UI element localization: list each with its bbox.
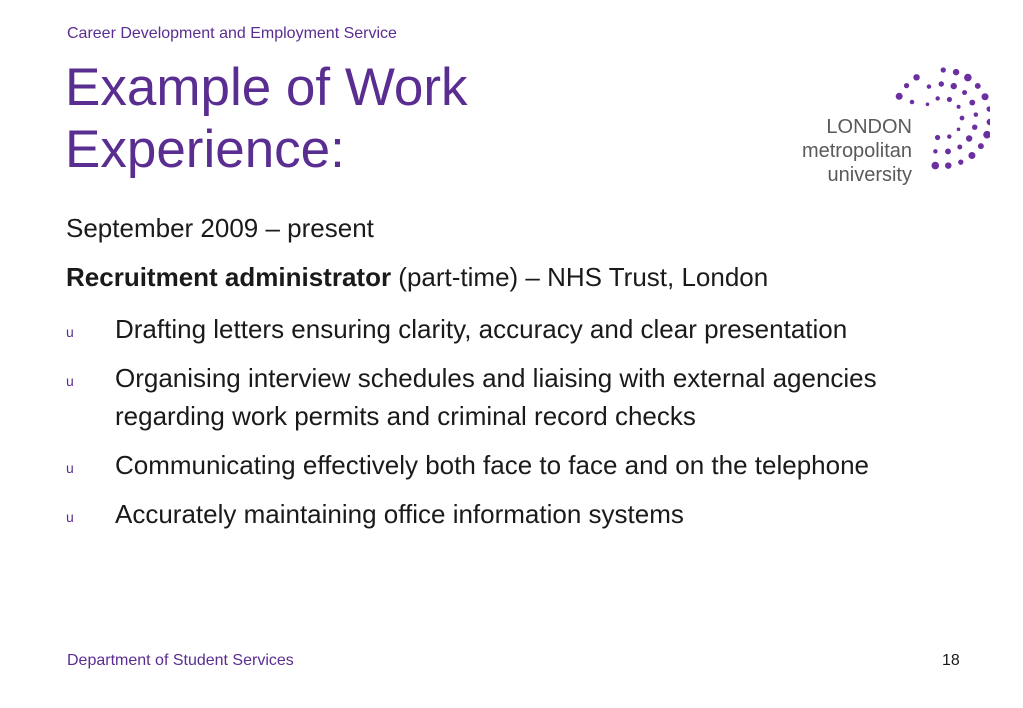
logo-text-line-1: LONDON xyxy=(826,116,912,138)
responsibilities-list xyxy=(66,310,966,544)
logo-dot xyxy=(962,90,967,95)
list-item-text: Drafting letters ensuring clarity, accuracy and clear presentation xyxy=(115,314,848,344)
logo-dot xyxy=(957,144,962,149)
logo-dot xyxy=(935,96,939,100)
logo-dot xyxy=(941,67,946,72)
logo-dot xyxy=(945,149,951,155)
logo-dot xyxy=(931,162,939,170)
list-item-text: Accurately maintaining office information systems xyxy=(115,499,684,529)
logo-dot xyxy=(935,135,940,140)
university-logo xyxy=(780,50,990,190)
logo-dot xyxy=(910,100,914,104)
logo-dot xyxy=(951,83,957,89)
job-detail: (part-time) – NHS Trust, London xyxy=(391,262,769,292)
logo-dot xyxy=(974,112,978,116)
page-number: 18 xyxy=(942,652,960,669)
logo-dot xyxy=(958,160,963,165)
logo-text-line-3: university xyxy=(827,164,912,186)
logo-dot xyxy=(904,83,909,88)
logo-dot xyxy=(939,81,944,86)
bullet-marker-icon: u xyxy=(66,460,74,476)
list-item xyxy=(66,310,966,348)
header-service-text: Career Development and Employment Service xyxy=(67,25,397,42)
logo-dot xyxy=(933,149,937,153)
job-title: Recruitment administrator xyxy=(66,262,392,292)
list-item-text: Organising interview schedules and liaising with external agencies regarding work permits and criminal record checks xyxy=(115,363,877,431)
slide-title xyxy=(65,57,468,181)
logo-dot xyxy=(978,143,984,149)
logo-dot xyxy=(953,69,959,75)
title-line-2: Experience: xyxy=(65,120,345,179)
bullet-marker-icon: u xyxy=(66,373,74,389)
footer-department: Department of Student Services xyxy=(67,652,294,669)
logo-dot xyxy=(966,135,972,141)
list-item xyxy=(66,495,966,533)
logo-dot xyxy=(960,116,965,121)
logo-dot xyxy=(964,74,972,82)
employment-date: September 2009 – present xyxy=(66,213,374,243)
logo-dot xyxy=(983,131,990,139)
job-role xyxy=(66,262,768,293)
list-item-text: Communicating effectively both face to face and on the telephone xyxy=(115,450,870,480)
logo-dot xyxy=(945,162,951,168)
logo-dot xyxy=(969,100,975,106)
logo-dot xyxy=(982,93,989,100)
logo-dot xyxy=(947,97,952,102)
logo-dot xyxy=(986,106,990,111)
logo-dot xyxy=(972,124,977,129)
list-item xyxy=(66,359,966,435)
logo-dot xyxy=(968,152,975,159)
logo-dot xyxy=(987,119,990,125)
bullet-marker-icon: u xyxy=(66,509,74,525)
logo-dot xyxy=(926,102,930,106)
title-line-1: Example of Work xyxy=(65,58,468,117)
logo-dot xyxy=(913,74,919,80)
logo-dot xyxy=(947,134,951,138)
list-item xyxy=(66,446,966,484)
bullet-marker-icon: u xyxy=(66,324,74,340)
logo-text-line-2: metropolitan xyxy=(801,140,912,162)
logo-dot xyxy=(957,105,961,109)
logo-dot xyxy=(896,93,903,100)
logo-dot xyxy=(927,84,931,88)
logo-dot xyxy=(975,83,981,89)
logo-dot xyxy=(957,127,961,131)
